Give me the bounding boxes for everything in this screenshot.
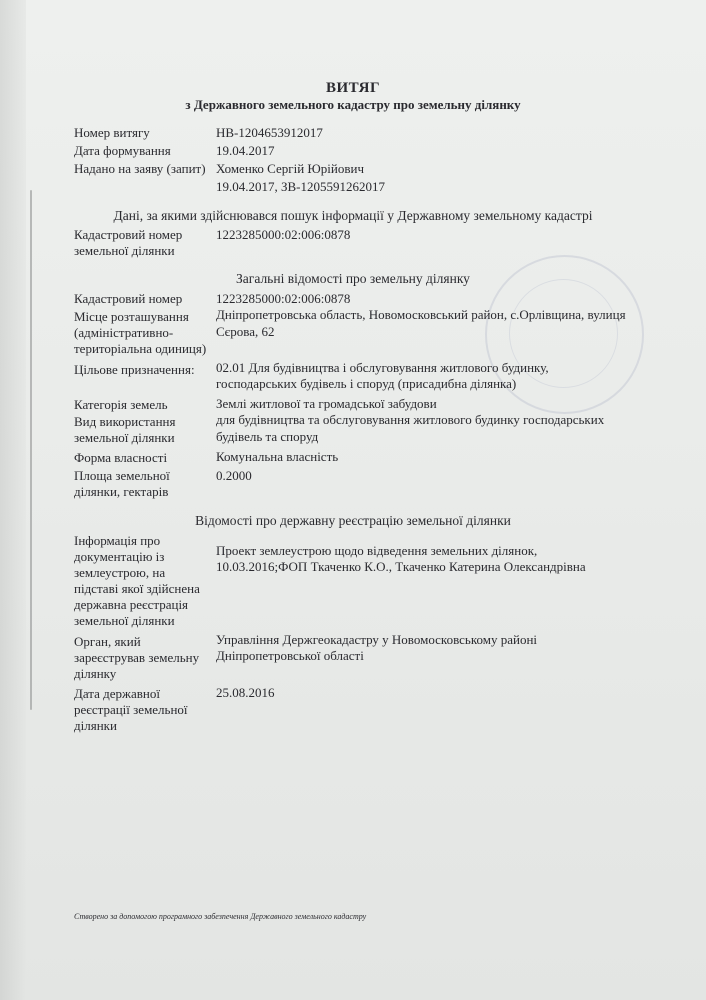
category-label: Категорія земель <box>74 397 168 412</box>
usage-label-1: Вид використання <box>74 414 176 429</box>
footer-note: Створено за допомогою програмного забезпечення Державного земельного кадастру <box>74 912 367 921</box>
purpose-value-1: 02.01 Для будівництва і обслуговування житлового будинку, <box>216 360 549 375</box>
search-section-heading: Дані, за якими здійснювався пошук інформації у Державному земельному кадастрі <box>113 208 593 223</box>
reg-date-label-1: Дата державної <box>74 686 161 701</box>
authority-label-2: зареєстрував земельну <box>74 650 200 665</box>
extract-number-value: НВ-1204653912017 <box>216 125 323 140</box>
documentation-label-4: підставі якої здійснена <box>74 581 200 596</box>
purpose-value-2: господарських будівель і споруд (присадибна ділянка) <box>216 376 517 391</box>
category-value: Землі житлової та громадської забудови <box>216 396 437 411</box>
area-value: 0.2000 <box>216 468 252 483</box>
location-label-3: територіальна одиниця) <box>74 341 207 356</box>
document-title: ВИТЯГ <box>326 80 380 96</box>
general-section-heading: Загальні відомості про земельну ділянку <box>236 271 470 286</box>
authority-value-1: Управління Держгеокадастру у Новомосковському районі <box>216 632 538 647</box>
purpose-label: Цільове призначення: <box>74 362 195 377</box>
extract-number-label: Номер витягу <box>74 125 150 140</box>
request-label: Надано на заяву (запит) <box>74 161 206 176</box>
usage-label-2: земельної ділянки <box>74 430 175 445</box>
location-label-1: Місце розташування <box>74 309 189 324</box>
fold-line <box>30 190 32 710</box>
documentation-label-3: землеустрою, на <box>74 565 166 580</box>
documentation-label-6: земельної ділянки <box>74 613 175 628</box>
documentation-label-2: документацію із <box>74 549 165 564</box>
location-label-2: (адміністративно- <box>74 325 174 340</box>
registration-section-heading: Відомості про державну реєстрацію земельної ділянки <box>195 513 511 528</box>
authority-value-2: Дніпропетровської області <box>216 648 364 663</box>
usage-value-1: для будівництва та обслуговування житлового будинку господарських <box>216 412 605 427</box>
area-label-2: ділянки, гектарів <box>74 484 169 499</box>
ownership-value: Комунальна власність <box>216 449 339 464</box>
search-cadastral-label-1: Кадастровий номер <box>74 227 183 242</box>
reg-date-label-2: реєстрації земельної <box>74 702 188 717</box>
ownership-label: Форма власності <box>74 450 168 465</box>
documentation-label-5: державна реєстрація <box>74 597 189 612</box>
documentation-value-1: Проект землеустрою щодо відведення земельних ділянок, <box>216 543 538 558</box>
authority-label-3: ділянку <box>74 666 117 681</box>
document-subtitle: з Державного земельного кадастру про земельну ділянку <box>185 97 521 112</box>
authority-label-1: Орган, який <box>74 634 141 649</box>
location-value-1: Дніпропетровська область, Новомосковський район, с.Орлівщина, вулиця <box>216 307 626 322</box>
reg-date-label-3: ділянки <box>74 718 117 733</box>
request-applicant: Хоменко Сергій Юрійович <box>216 161 364 176</box>
cadastral-number-label: Кадастровий номер <box>74 291 183 306</box>
search-cadastral-label-2: земельної ділянки <box>74 243 175 258</box>
location-value-2: Сєрова, 62 <box>216 324 275 339</box>
formation-date-label: Дата формування <box>74 143 171 158</box>
cadastral-number-value: 1223285000:02:006:0878 <box>216 291 351 306</box>
documentation-label-1: Інформація про <box>74 533 161 548</box>
formation-date-value: 19.04.2017 <box>216 143 275 158</box>
page-shadow <box>0 0 26 1000</box>
area-label-1: Площа земельної <box>74 468 170 483</box>
reg-date-value: 25.08.2016 <box>216 685 275 700</box>
usage-value-2: будівель та споруд <box>216 429 319 444</box>
search-cadastral-value: 1223285000:02:006:0878 <box>216 227 351 242</box>
documentation-value-2: 10.03.2016;ФОП Ткаченко К.О., Ткаченко Катерина Олександрівна <box>216 559 586 574</box>
request-details: 19.04.2017, ЗВ-1205591262017 <box>216 179 386 194</box>
